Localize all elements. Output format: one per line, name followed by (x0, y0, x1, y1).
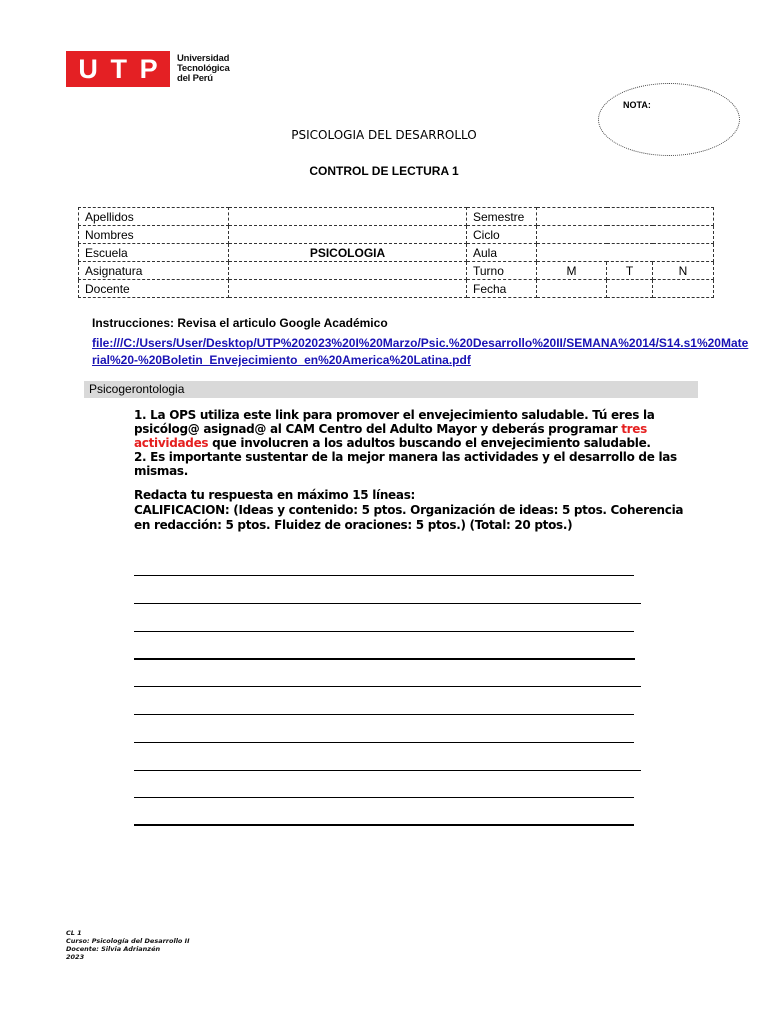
grade-label: NOTA: (623, 100, 651, 110)
label-turno: Turno (467, 262, 537, 280)
label-nombres: Nombres (79, 226, 229, 244)
field-aula[interactable] (537, 244, 714, 262)
field-fecha-2[interactable] (607, 280, 653, 298)
label-fecha: Fecha (467, 280, 537, 298)
question-1-text-a: 1. La OPS utiliza este link para promover el envejecimiento saludable. Tú eres la psicólog@ asignad@ al CAM Centro del Adulto Mayor y deberás programar (134, 408, 655, 436)
footer (66, 929, 189, 961)
grading-block (134, 488, 694, 533)
label-semestre: Semestre (467, 208, 537, 226)
answer-line[interactable] (134, 742, 634, 743)
field-fecha-1[interactable] (537, 280, 607, 298)
label-escuela: Escuela (79, 244, 229, 262)
label-apellidos: Apellidos (79, 208, 229, 226)
section-heading: Psicogerontologia (84, 381, 698, 398)
field-escuela[interactable]: PSICOLOGIA (229, 244, 467, 262)
table-row (79, 244, 714, 262)
turno-option-n[interactable]: N (653, 262, 714, 280)
table-row (79, 262, 714, 280)
response-note: Redacta tu respuesta en máximo 15 líneas: (134, 488, 416, 502)
document-title: CONTROL DE LECTURA 1 (309, 164, 459, 178)
answer-line[interactable] (134, 658, 635, 660)
question-2: 2. Es importante sustentar de la mejor manera las actividades y el desarrollo de las mismas. (134, 450, 677, 478)
questions (134, 408, 704, 478)
student-info-table (78, 207, 714, 298)
label-docente: Docente (79, 280, 229, 298)
logo-letter-p: P (139, 53, 158, 84)
field-nombres[interactable] (229, 226, 467, 244)
table-row (79, 226, 714, 244)
logo-university-name (177, 54, 230, 84)
footer-line-2: Curso: Psicología del Desarrollo II (66, 937, 190, 945)
answer-line[interactable] (134, 714, 634, 715)
grade-box[interactable] (598, 83, 740, 156)
field-asignatura[interactable] (229, 262, 467, 280)
label-asignatura: Asignatura (79, 262, 229, 280)
answer-line[interactable] (134, 824, 634, 826)
footer-line-1: CL 1 (66, 929, 82, 937)
field-apellidos[interactable] (229, 208, 467, 226)
answer-line[interactable] (134, 603, 641, 604)
answer-line[interactable] (134, 575, 634, 576)
logo-letter-u: U (78, 53, 98, 84)
footer-line-3: Docente: Silvia Adrianzén (66, 945, 161, 953)
question-1 (134, 408, 704, 450)
answer-line[interactable] (134, 770, 641, 771)
answer-line[interactable] (134, 797, 634, 798)
field-fecha-3[interactable] (653, 280, 714, 298)
logo-line-2: Tecnológica (177, 63, 230, 74)
utp-logo-box (66, 51, 170, 87)
table-row (79, 280, 714, 298)
grading-criteria: CALIFICACION: (Ideas y contenido: 5 ptos. Organización de ideas: 5 ptos. Coherencia en redacción: 5 ptos. Fluidez de oraciones: 5 ptos.) (Total: 20 ptos.) (134, 503, 684, 532)
question-1-text-b: que involucren a los adultos buscando el envejecimiento saludable. (208, 436, 651, 450)
field-docente[interactable] (229, 280, 467, 298)
course-title: PSICOLOGIA DEL DESARROLLO (291, 128, 477, 142)
instructions: Instrucciones: Revisa el articulo Google Académico (92, 316, 388, 330)
table-row (79, 208, 714, 226)
footer-line-4: 2023 (66, 953, 85, 961)
answer-line[interactable] (134, 686, 641, 687)
label-ciclo: Ciclo (467, 226, 537, 244)
logo-line-1: Universidad (177, 53, 230, 64)
logo-letter-t: T (110, 53, 127, 84)
logo-line-3: del Perú (177, 73, 213, 84)
turno-option-m[interactable]: M (537, 262, 607, 280)
turno-option-t[interactable]: T (607, 262, 653, 280)
label-aula: Aula (467, 244, 537, 262)
answer-line[interactable] (134, 631, 634, 632)
question-1-highlight: tres actividades (134, 422, 647, 450)
article-link[interactable]: file:///C:/Users/User/Desktop/UTP%202023%20I%20Marzo/Psic.%20Desarrollo%20II/SEMANA%2014/S14.s1%20Material%20-%20Boletin_Envejecimiento_en%20America%20Latina.pdf (92, 336, 749, 367)
utp-logo (66, 51, 230, 87)
field-semestre[interactable] (537, 208, 714, 226)
field-ciclo[interactable] (537, 226, 714, 244)
